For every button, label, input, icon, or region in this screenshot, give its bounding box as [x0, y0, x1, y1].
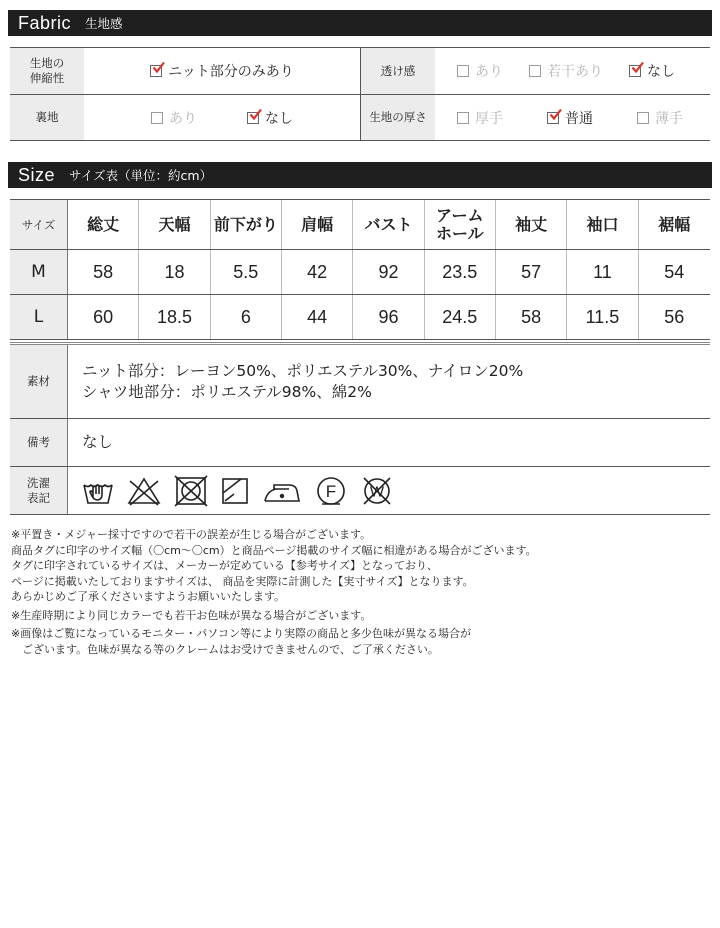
no-wet-clean-icon: [360, 475, 394, 507]
material-label: 素材: [10, 345, 68, 418]
remarks-label: 備考: [10, 419, 68, 466]
thickness-option-thick: 厚手: [457, 108, 503, 128]
low-iron-icon: [262, 475, 302, 507]
column-header: 総丈: [68, 200, 139, 249]
unchecked-checkbox-icon: [457, 65, 469, 77]
table-cell: 42: [282, 250, 353, 294]
care-icons: [68, 467, 394, 514]
table-cell: 60: [68, 295, 139, 339]
table-cell: 11.5: [567, 295, 638, 339]
size-label: M: [10, 250, 68, 294]
table-cell: 44: [282, 295, 353, 339]
dry-clean-letter: F: [325, 481, 337, 501]
unchecked-checkbox-icon: [151, 112, 163, 124]
thickness-option-thin: 薄手: [637, 108, 683, 128]
stretch-value: ニット部分のみあり: [168, 64, 294, 80]
lining-label: 裏地: [10, 95, 84, 140]
table-cell: 96: [353, 295, 424, 339]
note-line: あらかじめご了承くださいますようお願いいたします。: [11, 590, 286, 603]
table-cell: 18: [139, 250, 210, 294]
table-row: [10, 250, 710, 295]
column-header: アーム ホール: [425, 200, 496, 249]
lining-option-none: なし: [247, 108, 293, 128]
no-tumble-dry-icon: [174, 475, 208, 507]
notes: [11, 527, 711, 657]
note-line: ※画像はご覧になっているモニター・パソコン等により実際の商品と多少色味が異なる場合が: [11, 627, 471, 640]
size-label: L: [10, 295, 68, 339]
material-row: [10, 345, 710, 418]
size-title-jp: サイズ表（単位：約cm）: [69, 168, 213, 183]
wet-clean-letter: W: [369, 483, 385, 500]
sheer-option-none: なし: [629, 61, 675, 81]
note-line: ございます。色味が異なる等のクレームはお受けできませんので、ご了承ください。: [22, 642, 439, 656]
table-row: [10, 295, 710, 340]
fabric-title-en: Fabric: [18, 12, 72, 33]
checked-checkbox-icon: [629, 65, 641, 77]
thickness-options: [435, 95, 710, 140]
note-line: 商品タグに印字のサイズ幅（〇cm〜〇cm）と商品ページ掲載のサイズ幅に相違がある場合がございます。: [11, 543, 537, 557]
care-label: 洗濯 表記: [10, 467, 68, 514]
table-cell: 6: [211, 295, 282, 339]
size-header-row: [10, 200, 710, 250]
column-header: 前下がり: [211, 200, 282, 249]
sheer-option-slight: 若干あり: [529, 61, 603, 81]
checked-checkbox-icon: [150, 65, 162, 77]
unchecked-checkbox-icon: [529, 65, 541, 77]
fabric-title-jp: 生地感: [85, 16, 123, 31]
care-row: [10, 466, 710, 514]
fabric-section-header: [8, 10, 712, 36]
table-cell: 58: [68, 250, 139, 294]
material-line: ニット部分：レーヨン50%、ポリエステル30%、ナイロン20%: [82, 361, 524, 380]
no-bleach-icon: [126, 475, 162, 507]
fabric-row-2: [10, 94, 710, 140]
column-header: バスト: [353, 200, 424, 249]
lining-option-yes: あり: [151, 108, 197, 128]
hand-wash-icon: [82, 475, 114, 507]
size-section-header: [8, 162, 712, 188]
size-title-en: Size: [18, 164, 56, 185]
unchecked-checkbox-icon: [457, 112, 469, 124]
table-cell: 18.5: [139, 295, 210, 339]
table-cell: 54: [664, 261, 685, 282]
checked-checkbox-icon: [247, 112, 259, 124]
note-line: タグに印字されているサイズは、メーカーが定めている【参考サイズ】となっており、: [11, 559, 439, 572]
sheer-options: [435, 48, 710, 94]
size-row-header: サイズ: [10, 200, 68, 249]
sheer-option-yes: あり: [457, 61, 503, 81]
remarks-value: なし: [82, 433, 114, 451]
table-cell: 56: [664, 306, 685, 327]
material-line: シャツ地部分：ポリエステル98%、綿2%: [82, 382, 372, 401]
column-header: 袖口: [567, 200, 638, 249]
table-cell: 92: [353, 250, 424, 294]
material-value: [68, 345, 523, 418]
lining-options: [84, 95, 360, 140]
thickness-option-normal: 普通: [547, 108, 593, 128]
note-line: ※平置き・メジャー採寸ですので若干の誤差が生じる場合がございます。: [11, 528, 372, 541]
table-cell: 24.5: [425, 295, 496, 339]
fabric-row-1: [10, 48, 710, 94]
line-dry-shade-icon: [220, 475, 250, 507]
checked-checkbox-icon: [547, 112, 559, 124]
info-table: [10, 342, 710, 515]
unchecked-checkbox-icon: [637, 112, 649, 124]
stretch-value-cell: [84, 48, 360, 94]
column-header: 袖丈: [496, 200, 567, 249]
fabric-table: [10, 47, 710, 141]
sheer-label: 透け感: [361, 48, 435, 94]
table-cell: 5.5: [211, 250, 282, 294]
thickness-label: 生地の厚さ: [361, 95, 435, 140]
column-header: 天幅: [139, 200, 210, 249]
note-line: ページに掲載いたしておりますサイズは、 商品を実際に計測した【実寸サイズ】となります。: [11, 574, 474, 588]
note-line: ※生産時期により同じカラーでも若干お色味が異なる場合がございます。: [11, 608, 372, 622]
remarks-row: [10, 418, 710, 466]
table-cell: 23.5: [425, 250, 496, 294]
table-cell: 57: [496, 250, 567, 294]
column-header: 肩幅: [282, 200, 353, 249]
column-header: 裾幅: [658, 214, 691, 234]
dry-clean-f-icon: [314, 475, 348, 507]
stretch-label: 生地の 伸縮性: [10, 48, 84, 94]
stretch-option: [150, 61, 293, 81]
size-table: [10, 199, 710, 340]
table-cell: 58: [496, 295, 567, 339]
table-cell: 11: [567, 250, 638, 294]
